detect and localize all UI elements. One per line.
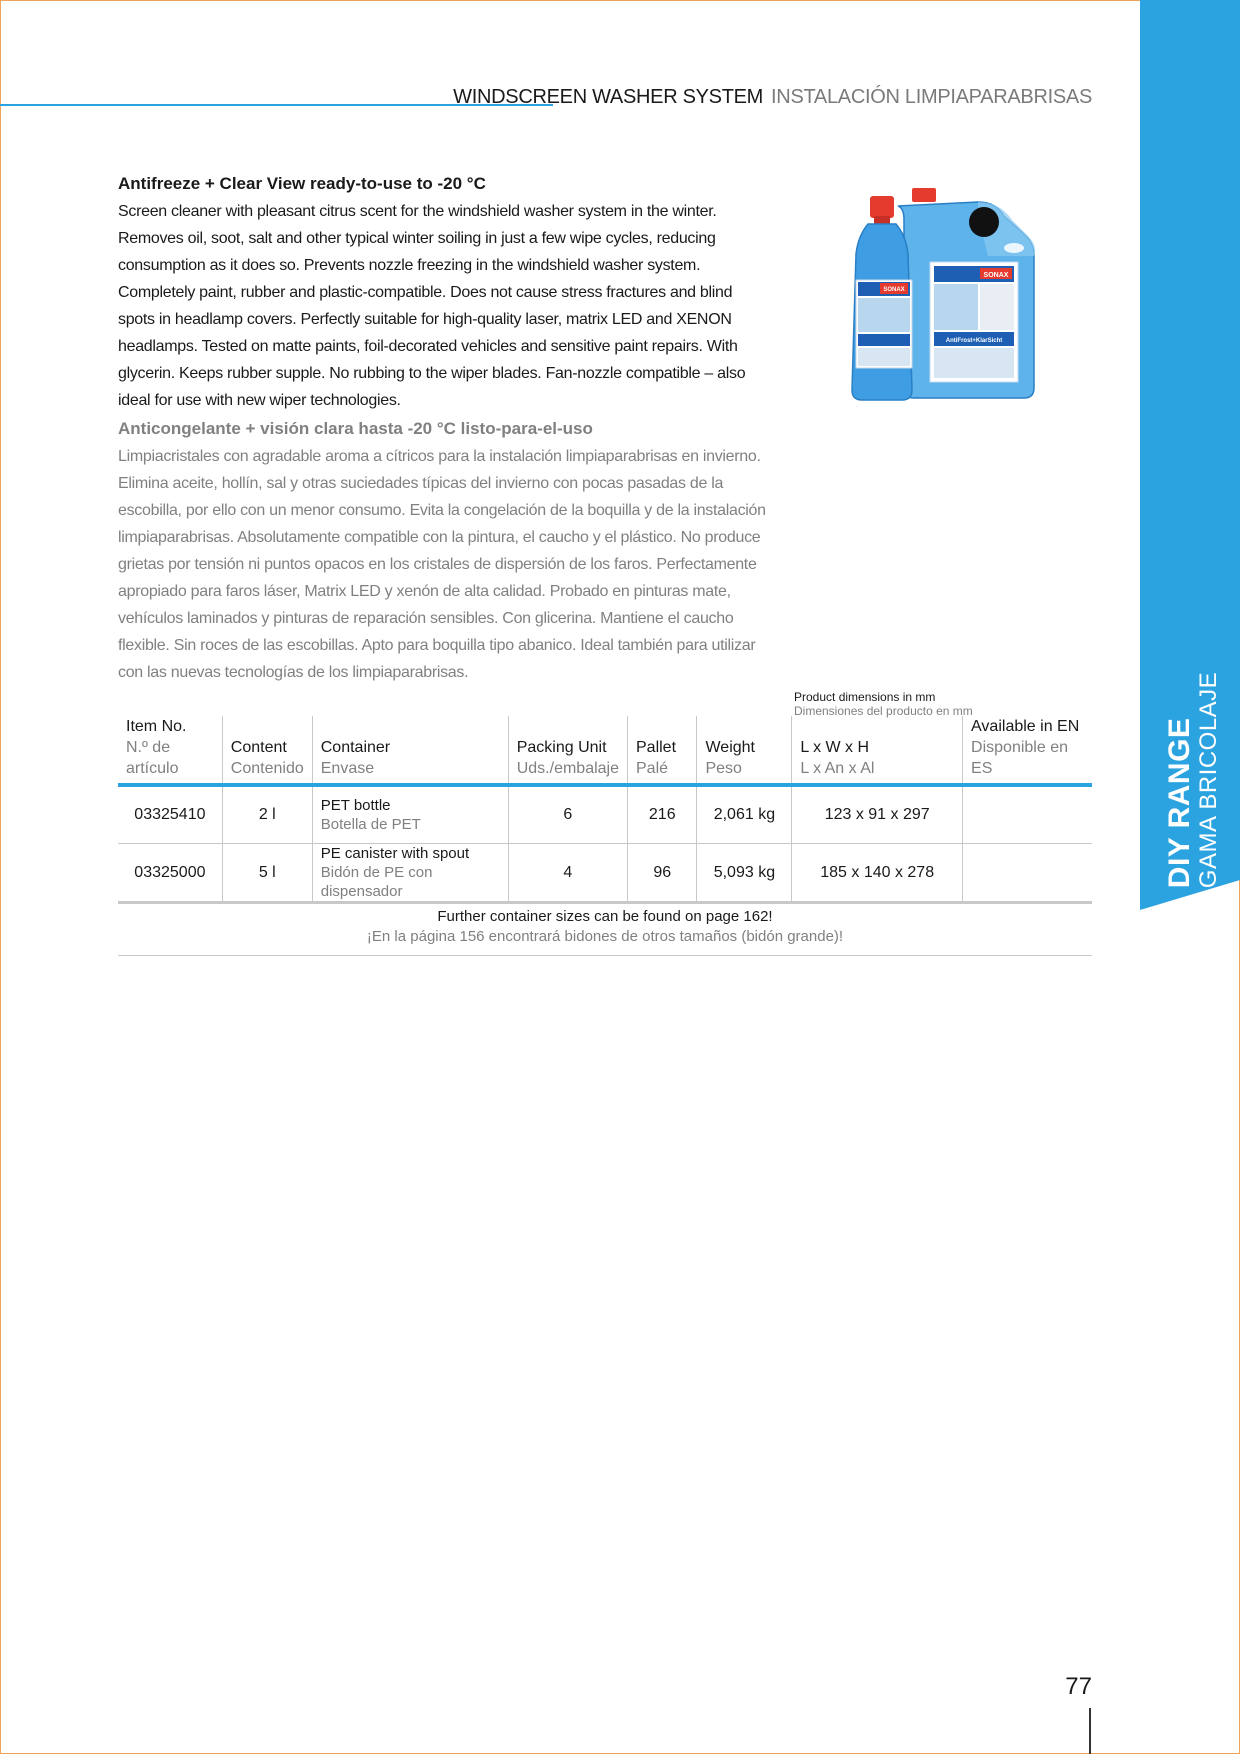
header-packing-unit: Packing Unit Uds./embalaje: [508, 716, 627, 785]
side-tab-es: GAMA BRICOLAJE: [1195, 671, 1222, 889]
cell-container: PET bottle Botella de PET: [312, 785, 508, 844]
table-row: [118, 844, 1092, 903]
cell-item-no: 03325410: [118, 785, 222, 844]
cell-packing-unit: 6: [508, 785, 627, 844]
cell-dimensions: 185 x 140 x 278: [792, 844, 963, 903]
side-tab-en: DIY RANGE: [1163, 717, 1196, 889]
header-title-en: WINDSCREEN WASHER SYSTEM: [453, 86, 764, 108]
product-image: [828, 176, 1046, 402]
cell-content: 5 l: [222, 844, 312, 903]
bottle-brand: SONAX: [883, 287, 905, 293]
product-title-en: Antifreeze + Clear View ready-to-use to -20 °C: [118, 174, 486, 193]
side-tab: [1148, 671, 1238, 889]
cell-packing-unit: 4: [508, 844, 627, 903]
canister-label-text: AntiFrost+KlarSicht: [945, 338, 1003, 344]
cell-dimensions: 123 x 91 x 297: [792, 785, 963, 844]
cell-available: [963, 785, 1092, 844]
table-header-row: [118, 716, 1092, 785]
page-number: 77: [1065, 1673, 1092, 1700]
dimensions-note: [794, 690, 973, 718]
cell-weight: 5,093 kg: [697, 844, 792, 903]
page-number-tick: [1089, 1708, 1091, 1754]
header-title-es: INSTALACIÓN LIMPIAPARABRISAS: [771, 86, 1092, 108]
footnote-en: Further container sizes can be found on page 162!: [437, 908, 773, 925]
cell-weight: 2,061 kg: [697, 785, 792, 844]
canister-illustration: [898, 188, 1035, 398]
dimensions-note-es: Dimensiones del producto en mm: [794, 704, 973, 718]
footnote-es: ¡En la página 156 encontrará bidones de otros tamaños (bidón grande)!: [366, 928, 844, 945]
cell-pallet: 96: [628, 844, 697, 903]
header-item-no: Item No. N.º de artículo: [118, 716, 222, 785]
product-text-en: Screen cleaner with pleasant citrus scent for the windshield washer system in the winter. Removes oil, soot, salt and other typical winter soiling in just a few wipe cycles, reducing consumption as it does so. Prevents nozzle freezing in the windshield washer system. Completely paint, rubber and plastic-compatible. Does not cause stress fractures and blind spots in headlamp covers. Perfectly suitable for high-quality laser, matrix LED and XENON headlamps. Tested on matte paints, foil-decorated vehicles and sensitive paint repairs. With glycerin. Keeps rubber supple. No rubbing to the wiper blades. Fan-nozzle compatible – also ideal for use with new wiper technologies.: [118, 203, 746, 409]
header-container: Container Envase: [312, 716, 508, 785]
header-available: Available in EN Disponible en ES: [963, 716, 1092, 785]
product-title-es: Anticongelante + visión clara hasta -20 °C listo-para-el-uso: [118, 419, 593, 438]
header-content: Content Contenido: [222, 716, 312, 785]
header-weight: Weight Peso: [697, 716, 792, 785]
dimensions-note-en: Product dimensions in mm: [794, 690, 936, 704]
page-header: [453, 86, 1092, 109]
product-description-en: [118, 174, 768, 414]
bottle-illustration: [852, 196, 912, 400]
product-text-es: Limpiacristales con agradable aroma a cítricos para la instalación limpiaparabrisas en invierno. Elimina aceite, hollín, sal y otras suciedades típicas del invierno con pocas pasadas de la escobilla, por ello con un menor consumo. Evita la congelación de la boquilla y de la instalación limpiaparabrisas. Absolutamente compatible con la pintura, el caucho y el plástico. No produce grietas por tensión ni puntos opacos en los cristales de dispersión de los faros. Perfectamente apropiado para faros láser, Matrix LED y xenón de alta calidad. Probado en pinturas mate, vehículos laminados y pinturas de reparación sensibles. Con glicerina. Mantiene el caucho flexible. Sin roces de las escobillas. Apto para boquilla tipo abanico. Ideal también para utilizar con las nuevas tecnologías de los limpiaparabrisas.: [118, 448, 766, 681]
table-row: [118, 785, 1092, 844]
header-dimensions: L x W x H L x An x Al: [792, 716, 963, 785]
product-description-es: [118, 419, 768, 686]
product-table: [118, 716, 1092, 904]
cell-item-no: 03325000: [118, 844, 222, 903]
cell-pallet: 216: [628, 785, 697, 844]
cell-container: PE canister with spout Bidón de PE con dispensador: [312, 844, 508, 903]
header-pallet: Pallet Palé: [628, 716, 697, 785]
canister-brand: SONAX: [983, 272, 1009, 279]
cell-available: [963, 844, 1092, 903]
cell-content: 2 l: [222, 785, 312, 844]
footnote: [118, 907, 1092, 956]
